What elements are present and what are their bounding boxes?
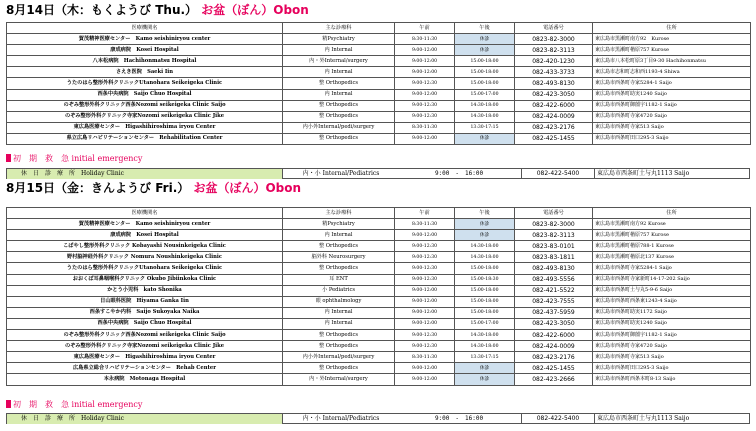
obon-title: お盆（ぼん）Obon (201, 3, 309, 17)
cell-addr: 東広島市西条町寺家5284-1 Saijo (593, 263, 751, 274)
cell-tel: 082-425-1455 (515, 133, 593, 144)
cell-tel: 0823-82-3113 (515, 230, 593, 241)
holiday-clinic-name: 休 日 診 療 所 Holiday Clinic (7, 414, 283, 424)
cell-name: 西条中央病院 Saijo Chuo Hospital (7, 89, 283, 100)
header-dept: 主な診療科 (283, 208, 395, 219)
cell-dept: 整 Orthopedics (283, 241, 395, 252)
cell-am: 9:00-12:00 (395, 363, 455, 374)
cell-addr: 東広島市西条町田口295-3 Saijo (593, 363, 751, 374)
table-header-row (7, 23, 751, 34)
cell-pm: 14:30-18:00 (455, 111, 515, 122)
cell-tel: 082-493-8130 (515, 78, 593, 89)
cell-name: 県立広島リハビリテーションセンター Rehabilitation Center (7, 133, 283, 144)
cell-name: さえき医院 Saeki Iin (7, 67, 283, 78)
table-row (7, 352, 751, 363)
cell-tel: 0823-83-1811 (515, 252, 593, 263)
table-row (7, 285, 751, 296)
table-row (7, 318, 751, 329)
cell-dept: 整 Orthopedics (283, 330, 395, 341)
table-row (7, 307, 751, 318)
cell-am: 9:00-12:00 (395, 45, 455, 56)
cell-name: 東広島医療センター Higashihiroshima iryou Center (7, 352, 283, 363)
cell-name: こばやし整形外科クリニック Kobayashi Nousinkeigeka Clinic (7, 241, 283, 252)
table-row (7, 45, 751, 56)
cell-name: 西条すこやか内科 Saijo Sukoyaka Naika (7, 307, 283, 318)
cell-name: うたのはら整形外科クリニックUtanohara Seikeigeka Clinic (7, 263, 283, 274)
cell-dept: 内 Internal (283, 307, 395, 318)
cell-dept: 眼 ophthalmology (283, 296, 395, 307)
cell-tel: 0823-82-3000 (515, 34, 593, 45)
cell-pm: 13:30-17:15 (455, 352, 515, 363)
cell-tel: 082-423-2176 (515, 122, 593, 133)
cell-am: 9:00-12:30 (395, 100, 455, 111)
cell-tel: 0823-83-0101 (515, 241, 593, 252)
cell-dept: 内・外Internal/surgery (283, 56, 395, 67)
table-row (7, 111, 751, 122)
holiday-clinic-address: 東広島市西条町土与丸1113 Saijo (597, 170, 690, 177)
cell-pm: 15:00-17:00 (455, 318, 515, 329)
emergency-marker (6, 154, 11, 162)
cell-addr: 東広島市西条町寺家新町14-17-202 Saijo (593, 274, 751, 285)
table-row (7, 100, 751, 111)
cell-pm: 15:00-18:00 (455, 285, 515, 296)
cell-dept: 整 Orthopedics (283, 78, 395, 89)
table-row (7, 230, 751, 241)
table-row (7, 67, 751, 78)
cell-pm: 15:00-17:00 (455, 89, 515, 100)
cell-name: 賀茂精神医療センター Kamo seishiniryou center (7, 34, 283, 45)
schedule-table-aug14 (6, 22, 751, 145)
cell-tel: 082-424-0009 (515, 341, 593, 352)
table-row (7, 241, 751, 252)
header-pm: 午後 (455, 23, 515, 34)
cell-dept: 整 Orthopedics (283, 341, 395, 352)
cell-pm: 14:30-18:00 (455, 330, 515, 341)
cell-tel: 082-421-5522 (515, 285, 593, 296)
cell-addr: 東広島市西条町寺家5284-1 Saijo (593, 78, 751, 89)
date-title: 8月15日（金：きんようび Fri.） (6, 181, 190, 195)
cell-am: 8:30-11:30 (395, 122, 455, 133)
cell-addr: 東広島市西条町助実1172 Saijo (593, 307, 751, 318)
header-tel: 電話番号 (515, 208, 593, 219)
cell-tel: 0823-82-3113 (515, 45, 593, 56)
cell-pm: 休診 (455, 34, 515, 45)
holiday-clinic-time: 9:00 - 16:00 (434, 170, 484, 177)
cell-addr: 東広島市西条町寺家4720 Saijo (593, 341, 751, 352)
cell-tel: 082-424-0009 (515, 111, 593, 122)
cell-am: 9:00-12:00 (395, 285, 455, 296)
table-row (7, 34, 751, 45)
cell-name: おおくぼ耳鼻咽喉科クリニック Okubo Jibiinkoka Clinic (7, 274, 283, 285)
cell-name: うたのはら整形外科クリニックUtanohara Seikeigeka Clinic (7, 78, 283, 89)
cell-am: 9:00-12:30 (395, 241, 455, 252)
cell-addr: 東広島市西条町田口295-3 Saijo (593, 133, 751, 144)
cell-name: のぞみ整形外科クリニック西条Nozomi seikeigeka Clinic Saijo (7, 330, 283, 341)
cell-am: 9:00-12:30 (395, 111, 455, 122)
cell-addr: 東広島市西条町土与丸5-9-6 Saijo (593, 285, 751, 296)
holiday-clinic-name: 休 日 診 療 所 Holiday Clinic (7, 169, 283, 179)
cell-dept: 整 Orthopedics (283, 100, 395, 111)
cell-addr: 東広島市西条町寺家513 Saijo (593, 122, 751, 133)
cell-am: 9:00-12:30 (395, 263, 455, 274)
emergency-label-aug15 (6, 399, 142, 411)
header-name: 医療機関名 (7, 208, 283, 219)
holiday-clinic-dept: 内・小 Internal/Pediatrics (302, 170, 380, 177)
cell-tel: 082-437-5959 (515, 307, 593, 318)
cell-addr: 東広島市西条町御薗宇1182-1 Saijo (593, 330, 751, 341)
cell-dept: 小 Pediatrics (283, 285, 395, 296)
cell-name: 八本松病院 Hachihonmatsu Hospital (7, 56, 283, 67)
cell-pm: 休診 (455, 363, 515, 374)
cell-dept: 整 Orthopedics (283, 133, 395, 144)
cell-am: 9:00-12:00 (395, 89, 455, 100)
table-row (7, 274, 751, 285)
cell-pm: 15:00-18:00 (455, 78, 515, 89)
header-addr: 住所 (593, 23, 751, 34)
cell-tel: 082-493-8130 (515, 263, 593, 274)
cell-name: 康成病院 Kosei Hospital (7, 230, 283, 241)
table-row (7, 374, 751, 385)
holiday-clinic-tel: 082-422-5400 (521, 414, 595, 424)
cell-name: 康成病院 Kosei Hospital (7, 45, 283, 56)
section-title-aug15 (6, 180, 301, 197)
cell-am: 8:30-11:30 (395, 34, 455, 45)
holiday-clinic-dept: 内・小 Internal/Pediatrics (302, 415, 380, 422)
header-am: 午前 (395, 23, 455, 34)
cell-tel: 0823-82-3000 (515, 219, 593, 230)
cell-pm: 15:00-18:00 (455, 56, 515, 67)
cell-addr: 東広島市黒瀬町楢原757 Kurose (593, 230, 751, 241)
table-row (7, 133, 751, 144)
cell-dept: 内小外Internal/pedi/surgery (283, 122, 395, 133)
header-name: 医療機関名 (7, 23, 283, 34)
cell-am: 9:00-12:00 (395, 374, 455, 385)
cell-addr: 東広島市西条町寺家4720 Saijo (593, 111, 751, 122)
cell-addr: 東広島市黒瀬町南方92 Kurose (593, 34, 751, 45)
emergency-text: 初 期 救 急 initial emergency (13, 154, 143, 163)
cell-name: 広島県立総合リハビリテーションセンター Rehab Center (7, 363, 283, 374)
cell-dept: 精Psychiatry (283, 34, 395, 45)
cell-dept: 脳外科 Neurosurgery (283, 252, 395, 263)
cell-pm: 15:00-18:00 (455, 307, 515, 318)
cell-am: 9:00-12:30 (395, 341, 455, 352)
cell-am: 9:00-12:00 (395, 67, 455, 78)
holiday-clinic-tel: 082-422-5400 (521, 169, 595, 179)
cell-tel: 082-422-6000 (515, 330, 593, 341)
cell-pm: 15:00-18:00 (455, 263, 515, 274)
cell-tel: 082-423-2666 (515, 374, 593, 385)
table-row (7, 219, 751, 230)
cell-dept: 内 Internal (283, 89, 395, 100)
header-dept: 主な診療科 (283, 23, 395, 34)
cell-pm: 15:00-18:30 (455, 274, 515, 285)
cell-pm: 休診 (455, 374, 515, 385)
cell-addr: 東広島市八本松町原3丁目9-30 Hachihonmatsu (593, 56, 751, 67)
cell-pm: 14:30-18:00 (455, 241, 515, 252)
cell-am: 9:00-12:30 (395, 330, 455, 341)
cell-addr: 東広島市西条町助実1240 Saijo (593, 318, 751, 329)
cell-tel: 082-493-5556 (515, 274, 593, 285)
cell-name: のぞみ整形外科クリニック寺家Nozomi seikeigeka Clinic Jike (7, 111, 283, 122)
cell-dept: 内 Internal (283, 230, 395, 241)
table-header-row (7, 208, 751, 219)
cell-tel: 082-423-7555 (515, 296, 593, 307)
cell-am: 8:30-11:30 (395, 219, 455, 230)
cell-dept: 整 Orthopedics (283, 363, 395, 374)
cell-am: 9:00-12:00 (395, 296, 455, 307)
cell-pm: 15:00-18:00 (455, 296, 515, 307)
emergency-marker (6, 400, 11, 408)
cell-dept: 整 Orthopedics (283, 263, 395, 274)
cell-pm: 13:30-17:15 (455, 122, 515, 133)
cell-addr: 東広島市黒瀬町楢原757 Kurose (593, 45, 751, 56)
cell-name: 賀茂精神医療センター Kamo seishiniryou center (7, 219, 283, 230)
cell-dept: 内・外Internal/surgery (283, 374, 395, 385)
cell-name: 西条中央病院 Saijo Chuo Hospital (7, 318, 283, 329)
header-addr: 住所 (593, 208, 751, 219)
table-row (7, 363, 751, 374)
table-row (7, 122, 751, 133)
cell-am: 9:00-12:00 (395, 307, 455, 318)
cell-tel: 082-422-6000 (515, 100, 593, 111)
cell-dept: 内 Internal (283, 45, 395, 56)
cell-am: 9:00-12:30 (395, 78, 455, 89)
cell-addr: 東広島市西条町助実1240 Saijo (593, 89, 751, 100)
obon-title: お盆（ぼん）Obon (193, 181, 302, 195)
cell-name: 野村脳神経外科クリニック Nomura Noushinkeigeka Clinic (7, 252, 283, 263)
holiday-clinic-row-aug15 (6, 413, 750, 424)
table-row (7, 296, 751, 307)
header-tel: 電話番号 (515, 23, 593, 34)
holiday-clinic-time: 9:00 - 16:00 (434, 415, 484, 422)
cell-dept: 精Psychiatry (283, 219, 395, 230)
table-row (7, 252, 751, 263)
cell-name: のぞみ整形外科クリニック寺家Nozomi seikeigeka Clinic Jike (7, 341, 283, 352)
cell-pm: 14:30-18:00 (455, 341, 515, 352)
table-row (7, 78, 751, 89)
cell-am: 9:00-12:00 (395, 318, 455, 329)
cell-name: かとう小児科 kato Shonika (7, 285, 283, 296)
cell-pm: 休診 (455, 219, 515, 230)
cell-pm: 15:00-18:00 (455, 67, 515, 78)
emergency-text: 初 期 救 急 initial emergency (13, 400, 143, 409)
cell-addr: 東広島市西条町寺家513 Saijo (593, 352, 751, 363)
cell-am: 9:00-12:00 (395, 56, 455, 67)
cell-dept: 内 Internal (283, 318, 395, 329)
cell-pm: 14:30-18:00 (455, 252, 515, 263)
table-row (7, 330, 751, 341)
cell-tel: 082-423-2176 (515, 352, 593, 363)
table-row (7, 341, 751, 352)
cell-dept: 耳 ENT (283, 274, 395, 285)
cell-name: 本永病院 Motonaga Hospital (7, 374, 283, 385)
cell-tel: 082-425-1455 (515, 363, 593, 374)
cell-am: 9:00-12:00 (395, 133, 455, 144)
cell-tel: 082-423-3050 (515, 318, 593, 329)
cell-am: 9:00-12:30 (395, 252, 455, 263)
cell-tel: 082-433-3733 (515, 67, 593, 78)
cell-am: 9:00-12:30 (395, 274, 455, 285)
cell-dept: 内 Internal (283, 67, 395, 78)
cell-pm: 休診 (455, 133, 515, 144)
table-row (7, 89, 751, 100)
cell-pm: 休診 (455, 45, 515, 56)
cell-addr: 東広島市黒瀬町楢原北137 Kurose (593, 252, 751, 263)
cell-tel: 082-423-3050 (515, 89, 593, 100)
cell-tel: 082-420-1230 (515, 56, 593, 67)
cell-addr: 東広島市黒瀬町楢原788-1 Kurose (593, 241, 751, 252)
cell-addr: 東広島市志和町志和西1193-4 Shiwa (593, 67, 751, 78)
table-row (7, 263, 751, 274)
cell-addr: 東広島市黒瀬町南方92 Kurose (593, 219, 751, 230)
emergency-label-aug14 (6, 153, 142, 165)
cell-pm: 14:30-18:00 (455, 100, 515, 111)
cell-dept: 内小外Internal/pedi/surgery (283, 352, 395, 363)
cell-am: 9:00-12:00 (395, 230, 455, 241)
holiday-clinic-row-aug14 (6, 168, 750, 179)
cell-name: 日山眼科医院 Hiyama Ganka Iin (7, 296, 283, 307)
cell-dept: 整 Orthopedics (283, 111, 395, 122)
cell-addr: 東広島市西条町西条本町8-13 Saijo (593, 374, 751, 385)
cell-addr: 東広島市西条町御薗宇1182-1 Saijo (593, 100, 751, 111)
header-am: 午前 (395, 208, 455, 219)
cell-am: 8:30-11:30 (395, 352, 455, 363)
cell-addr: 東広島市西条町西条東1243-4 Saijo (593, 296, 751, 307)
cell-pm: 休診 (455, 230, 515, 241)
holiday-clinic-address: 東広島市西条町土与丸1113 Saijo (597, 415, 690, 422)
header-pm: 午後 (455, 208, 515, 219)
cell-name: 東広島医療センター Higashihiroshima iryou Center (7, 122, 283, 133)
date-title: 8月14日（木：もくようび Thu.） (6, 3, 198, 17)
section-title-aug14 (6, 2, 309, 19)
cell-name: のぞみ整形外科クリニック西条Nozomi seikeigeka Clinic Saijo (7, 100, 283, 111)
schedule-table-aug15 (6, 207, 751, 386)
table-row (7, 56, 751, 67)
